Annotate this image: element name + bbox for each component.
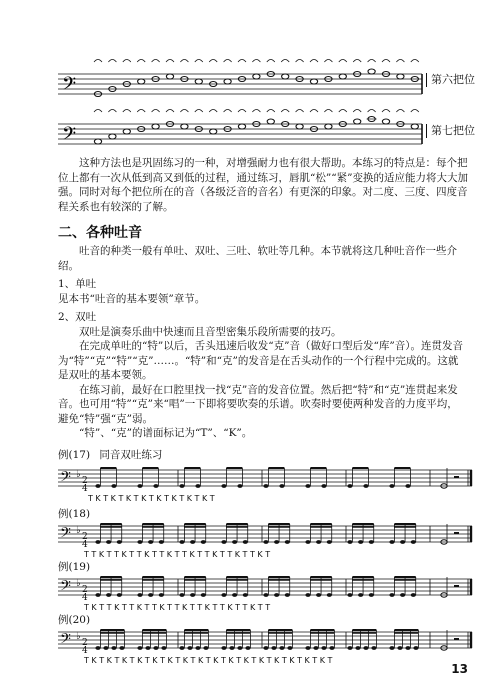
note-head <box>363 646 368 650</box>
fermata <box>195 110 203 113</box>
rest-icon <box>454 638 459 640</box>
time-signature-bottom: 4 <box>82 593 88 603</box>
fermata <box>209 60 217 63</box>
example-19-staff <box>58 571 478 605</box>
note-head <box>389 646 394 650</box>
time-signature-bottom: 4 <box>82 646 88 656</box>
whole-note <box>354 119 361 124</box>
whole-note <box>152 124 159 129</box>
fermata <box>252 60 260 63</box>
note-head <box>148 540 153 544</box>
note-head <box>232 593 237 597</box>
note-head <box>400 593 405 597</box>
note-head <box>389 593 394 597</box>
flat-icon: ♭ <box>76 578 81 589</box>
note-head <box>179 484 184 488</box>
example-19-label: 例(19) <box>58 561 91 573</box>
fermata <box>195 60 203 63</box>
note-head <box>137 593 142 597</box>
subsection-title-double: 2、双吐 <box>58 311 97 323</box>
note-head <box>137 646 142 650</box>
note-head <box>263 540 268 544</box>
note-head <box>111 646 116 650</box>
subsection-title-single: 1、单吐 <box>58 278 97 290</box>
note-head <box>405 484 410 488</box>
fermata <box>137 60 145 63</box>
fermata <box>166 60 174 63</box>
note-head <box>321 646 326 650</box>
note-head <box>221 646 226 650</box>
bass-clef-icon: 𝄢 <box>60 578 71 598</box>
example-17-tongue-marks: T K T K T K T K T K T K T K T K T <box>88 494 215 503</box>
fermata <box>296 60 304 63</box>
note-head <box>371 646 376 650</box>
time-signature-top: 2 <box>82 476 88 486</box>
note-head <box>221 540 226 544</box>
note-head <box>190 540 195 544</box>
note-head <box>363 484 368 488</box>
note-head <box>137 540 142 544</box>
whole-note <box>181 124 188 129</box>
note-head <box>153 646 158 650</box>
fermata <box>152 110 160 113</box>
note-head <box>201 593 206 597</box>
note-head <box>232 540 237 544</box>
note-head <box>347 593 352 597</box>
note-head <box>313 646 318 650</box>
fermata <box>368 110 376 113</box>
fermata <box>238 110 246 113</box>
whole-note <box>123 129 130 134</box>
whole-note <box>339 74 346 79</box>
example-20-staff <box>58 624 478 658</box>
fermata <box>94 110 102 113</box>
note-head <box>95 540 100 544</box>
note-head <box>103 646 108 650</box>
note-head <box>327 593 332 597</box>
note-head <box>305 593 310 597</box>
staff-seventh-position <box>58 106 428 152</box>
rest-icon <box>454 532 459 534</box>
fermata <box>310 60 318 63</box>
example-18-label: 例(18) <box>58 508 91 520</box>
note-head <box>316 593 321 597</box>
example-number: 例(17) <box>58 449 91 461</box>
fermata <box>267 60 275 63</box>
note-head <box>179 540 184 544</box>
example-20-tongue-marks: T K T K T K T K T K T K T K T K T K T K T K T K T K T K T K T K T <box>84 656 333 665</box>
fermata <box>339 60 347 63</box>
note-head <box>237 646 242 650</box>
note-head <box>274 540 279 544</box>
note-head <box>347 646 352 650</box>
rest-icon <box>454 585 459 587</box>
bass-clef-icon: 𝄢 <box>60 631 71 651</box>
flat-icon: ♭ <box>76 469 81 480</box>
fermata <box>281 110 289 113</box>
whole-note <box>397 74 404 79</box>
note-head <box>203 646 208 650</box>
example-18-staff <box>58 518 478 552</box>
double-tongue-p4: “特”、“克”的谱面标记为“T”、“K”。 <box>79 427 253 439</box>
fermata <box>353 60 361 63</box>
double-tongue-p3: 在练习前，最好在口腔里找一找“克”音的发音位置。然后把“特”和“克”连贯起来发音。也可用“特”“克”来“唱”一下即将要吹奏的乐谱。吹奏时要使两种发音的力度平均，避免“特”强“克”弱。 <box>58 383 458 425</box>
note-head <box>243 540 248 544</box>
flat-icon: ♭ <box>76 631 81 642</box>
note-head <box>243 593 248 597</box>
whole-note <box>138 79 145 84</box>
example-17-label <box>58 447 162 462</box>
whole-note <box>325 124 332 129</box>
time-signature-bottom: 4 <box>82 540 88 550</box>
fermata <box>108 110 116 113</box>
whole-note <box>310 79 317 84</box>
fermata <box>152 60 160 63</box>
position-label-sixth: 第六把位 <box>426 73 475 87</box>
bass-clef-icon: 𝄢 <box>60 469 71 489</box>
note-head <box>221 593 226 597</box>
note-head <box>279 646 284 650</box>
note-head <box>161 646 166 650</box>
paragraph-method <box>58 156 468 214</box>
note-head <box>405 646 410 650</box>
svg-text:𝄢: 𝄢 <box>62 124 77 149</box>
note-head <box>153 484 158 488</box>
paragraph-text: 这种方法也是巩固练习的一种，对增强耐力也有很大帮助。本练习的特点是：每个把位上都有一次从低到高又到低的过程，通过练习，唇肌“松”“紧”变换的适应能力将大大加强。同时对每个把位所在的音（各级泛音的音名）有更深的印象。对二度、三度、四度音程关系也有较深的了解。 <box>58 157 468 213</box>
note-head <box>263 593 268 597</box>
note-head <box>279 484 284 488</box>
note-head <box>111 484 116 488</box>
note-head <box>389 540 394 544</box>
note-head <box>137 484 142 488</box>
note-head <box>195 484 200 488</box>
note-head <box>106 540 111 544</box>
double-tongue-p2: 在完成单吐的“特”以后，舌头迅速后收发“克”音（做好口型后发“库”音）。连贯发音为“特”“克”“特”“克”……。“特”和“克”的发音是在舌头动作的一个行程中完成的。这就是双吐的基本要领。 <box>58 340 463 381</box>
note-head <box>237 484 242 488</box>
fermata <box>382 110 390 113</box>
fermata <box>224 110 232 113</box>
note-head <box>411 540 416 544</box>
note-head <box>358 593 363 597</box>
whole-note <box>368 69 375 74</box>
note-head <box>95 484 100 488</box>
note-head <box>95 593 100 597</box>
fermata <box>396 110 404 113</box>
note-head <box>305 484 310 488</box>
time-signature-top: 2 <box>82 638 88 648</box>
note-head <box>187 646 192 650</box>
whole-note <box>253 74 260 79</box>
fermata <box>296 110 304 113</box>
whole-note <box>238 124 245 129</box>
whole-note <box>94 139 101 144</box>
fermata <box>396 60 404 63</box>
note-head <box>305 646 310 650</box>
rest-icon <box>454 476 459 478</box>
note-head <box>263 484 268 488</box>
note-head <box>321 484 326 488</box>
staff-sixth-position <box>58 56 428 102</box>
example-title: 同音双吐练习 <box>99 449 163 461</box>
fermata <box>238 60 246 63</box>
double-tongue-p1: 双吐是演奏乐曲中快速而且音型密集乐段所需要的技巧。 <box>79 325 342 338</box>
note-head <box>221 484 226 488</box>
note-head <box>190 593 195 597</box>
subsection-text-single: 见本书“吐音的基本要领”章节。 <box>58 292 206 305</box>
time-signature-top: 2 <box>82 585 88 595</box>
flat-icon: ♭ <box>76 525 81 536</box>
note-head <box>159 593 164 597</box>
time-signature-top: 2 <box>82 532 88 542</box>
fermata <box>281 60 289 63</box>
note-head <box>411 593 416 597</box>
fermata <box>353 110 361 113</box>
whole-note <box>267 119 274 124</box>
note-head <box>369 540 374 544</box>
note-head <box>117 540 122 544</box>
note-head <box>106 593 111 597</box>
fermata <box>267 110 275 113</box>
fermata <box>209 110 217 113</box>
note-head <box>355 646 360 650</box>
note-head <box>285 540 290 544</box>
note-head <box>159 540 164 544</box>
note-head <box>400 540 405 544</box>
note-head <box>305 540 310 544</box>
section-body <box>58 244 468 441</box>
bass-clef-icon: 𝄢 <box>60 525 71 545</box>
note-head <box>347 484 352 488</box>
whole-note <box>210 129 217 134</box>
fermata <box>180 110 188 113</box>
note-head <box>179 646 184 650</box>
note-head <box>179 593 184 597</box>
note-head <box>327 540 332 544</box>
fermata <box>224 60 232 63</box>
example-18-tongue-marks: T T K T T K T T K T T K T T K T T K T T K T T K T <box>84 550 271 559</box>
fermata <box>252 110 260 113</box>
section-intro: 吐音的种类一般有单吐、双吐、三吐、软吐等几种。本节就将这几种吐音作一些介绍。 <box>58 245 457 272</box>
fermata <box>166 110 174 113</box>
fermata <box>324 60 332 63</box>
note-head <box>271 646 276 650</box>
page-number: 13 <box>451 662 468 676</box>
fermata <box>368 60 376 63</box>
fermata <box>180 60 188 63</box>
example-19-tongue-marks: T K T T K T T K T T K T T K T T K T T K T T K T T <box>84 603 271 612</box>
note-head <box>397 646 402 650</box>
note-head <box>347 540 352 544</box>
fermata <box>137 110 145 113</box>
whole-note <box>382 119 389 124</box>
position-label-seventh: 第七把位 <box>426 124 475 138</box>
section-title: 二、各种吐音 <box>58 225 142 241</box>
fermata <box>123 110 131 113</box>
note-head <box>413 646 418 650</box>
note-head <box>389 484 394 488</box>
note-head <box>285 593 290 597</box>
whole-note <box>224 79 231 84</box>
example-17-staff <box>58 462 478 496</box>
note-head <box>145 646 150 650</box>
whole-note <box>195 79 202 84</box>
fermata <box>382 60 390 63</box>
note-head <box>117 593 122 597</box>
fermata <box>324 110 332 113</box>
svg-text:𝄢: 𝄢 <box>62 74 77 99</box>
fermata <box>411 60 419 63</box>
fermata <box>94 60 102 63</box>
note-head <box>358 540 363 544</box>
note-head <box>316 540 321 544</box>
note-head <box>245 646 250 650</box>
note-head <box>274 593 279 597</box>
whole-note <box>282 74 289 79</box>
note-head <box>329 646 334 650</box>
note-head <box>369 593 374 597</box>
note-head <box>229 646 234 650</box>
fermata <box>108 60 116 63</box>
note-head <box>119 646 124 650</box>
note-head <box>195 646 200 650</box>
fermata <box>123 60 131 63</box>
fermata <box>411 110 419 113</box>
fermata <box>339 110 347 113</box>
note-head <box>287 646 292 650</box>
note-head <box>263 646 268 650</box>
note-head <box>201 540 206 544</box>
fermata <box>310 110 318 113</box>
example-20-label: 例(20) <box>58 614 91 626</box>
whole-note <box>296 124 303 129</box>
whole-note <box>109 134 116 139</box>
whole-note <box>166 74 173 79</box>
time-signature-bottom: 4 <box>82 484 88 494</box>
note-head <box>148 593 153 597</box>
note-head <box>95 646 100 650</box>
whole-note <box>411 124 418 129</box>
